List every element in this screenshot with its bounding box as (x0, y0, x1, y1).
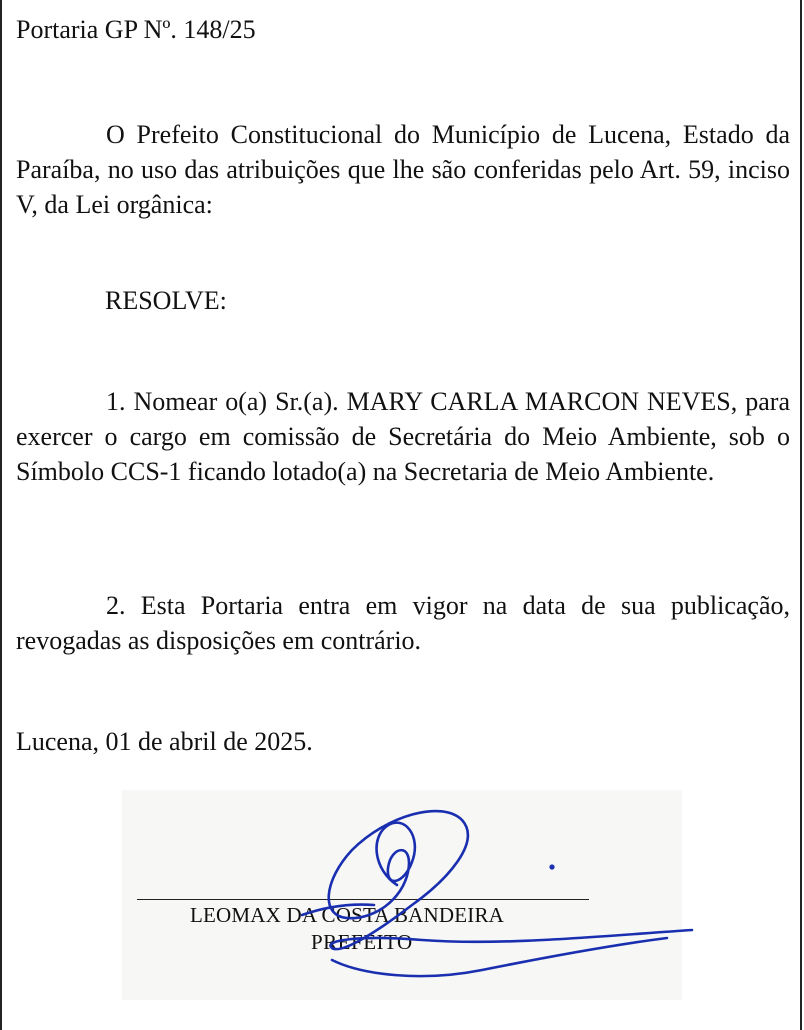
preamble-paragraph: O Prefeito Constitucional do Município de Lucena, Estado da Paraíba, no uso das atribuições que lhe são conferidas pelo Art. 59, inciso V, da Lei orgânica: (16, 120, 790, 219)
article-1-paragraph: 1. Nomear o(a) Sr.(a). MARY CARLA MARCON NEVES, para exercer o cargo em comissão de Secretária do Meio Ambiente, sob o Símbolo CCS-1 ficando lotado(a) na Secretaria de Meio Ambiente. (16, 387, 790, 486)
signature-line (137, 899, 589, 900)
ordinance-number: Portaria GP Nº. 148/25 (16, 15, 256, 44)
place-and-date: Lucena, 01 de abril de 2025. (16, 727, 313, 756)
article-2-paragraph: 2. Esta Portaria entra em vigor na data de sua publicação, revogadas as disposições em contrário. (16, 591, 790, 655)
resolve-heading: RESOLVE: (105, 286, 227, 315)
signatory-name: LEOMAX DA COSTA BANDEIRA (190, 903, 505, 927)
signatory-title: PREFEITO (311, 930, 413, 954)
signature-scan-area (122, 790, 682, 1000)
